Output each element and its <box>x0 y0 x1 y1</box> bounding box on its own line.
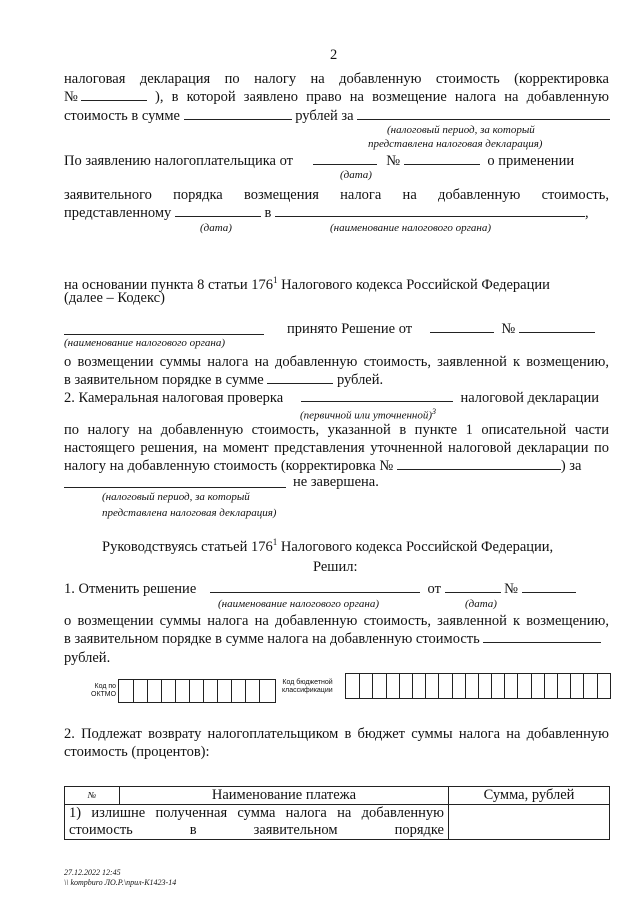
col-number-header: № <box>65 787 120 805</box>
code-cell[interactable] <box>189 680 203 702</box>
code-cell[interactable] <box>517 674 530 698</box>
p1-line3 <box>64 107 610 125</box>
tax-authority-field[interactable] <box>275 204 585 217</box>
decision-label: принято Решение от <box>287 321 413 337</box>
code-cell[interactable] <box>147 680 161 702</box>
p4-line3 <box>64 371 383 389</box>
application-label: По заявлению налогоплательщика от <box>64 153 294 169</box>
code-cell[interactable] <box>478 674 491 698</box>
submitted-label: представленному <box>64 205 172 221</box>
legal-basis: на основании пункта 8 статьи 176 <box>64 276 274 293</box>
caption-period-3: (налоговый период, за который <box>102 491 250 503</box>
p8-line2: стоимость (процентов): <box>64 744 210 760</box>
audit-period-line[interactable] <box>64 487 286 488</box>
code-cell[interactable] <box>119 680 133 702</box>
application-number-field[interactable] <box>404 152 480 165</box>
code-cell[interactable] <box>399 674 412 698</box>
page-number: 2 <box>330 47 338 63</box>
code-cell[interactable] <box>386 674 399 698</box>
cancel-sum-field[interactable] <box>483 630 601 643</box>
p1-line1: налоговая декларация по налогу на добавленную стоимость (корректировка <box>64 71 609 87</box>
code-cell[interactable] <box>491 674 504 698</box>
oktmo-label-1: Код по <box>94 683 117 690</box>
p7-line4: рублей. <box>64 650 111 666</box>
desk-audit-label: 2. Камеральная налоговая проверка <box>64 390 284 406</box>
cancel-tax-authority-field[interactable] <box>210 580 420 593</box>
p5-line5: не завершена. <box>293 474 379 490</box>
p3-line2: (далее – Кодекс) <box>64 290 165 306</box>
tax-code-2: Налогового кодекса Российской Федерации, <box>277 538 554 555</box>
code-cell[interactable] <box>531 674 544 698</box>
payments-table <box>64 786 610 840</box>
kbk-label-2: классификации <box>282 687 333 694</box>
caption-date-3: (дата) <box>465 598 497 610</box>
code-cell[interactable] <box>133 680 147 702</box>
code-cell[interactable] <box>359 674 372 698</box>
period-field[interactable] <box>357 107 610 120</box>
about-application-label: о применении <box>487 153 575 169</box>
p2-line3 <box>64 204 589 222</box>
guided-by-line <box>102 533 553 556</box>
sum-label-3: в заявительном порядке в сумме налога на добавленную стоимость <box>64 631 480 647</box>
from-label: от <box>427 581 441 597</box>
sum-label-2: в заявительном порядке в сумме <box>64 372 264 388</box>
footer <box>64 868 176 888</box>
caption-tax-authority: (наименование налогового органа) <box>330 222 492 234</box>
cancel-number-field[interactable] <box>522 580 576 593</box>
article-sup: 1 <box>273 275 278 285</box>
oktmo-boxes[interactable] <box>118 679 276 703</box>
caption-period-1: (налоговый период, за который <box>387 124 535 136</box>
p4-line1 <box>287 320 595 338</box>
p2-line2: заявительного порядка возмещения налога на добавленную стоимость, <box>64 187 609 203</box>
p7-line2: о возмещении суммы налога на добавленную стоимость, заявленной к возмещению, <box>64 613 609 629</box>
caption-period-4: представлена налоговая декларация) <box>102 507 277 519</box>
code-cell[interactable] <box>557 674 570 698</box>
caption-date: (дата) <box>340 169 372 181</box>
number-sign: № <box>504 581 519 597</box>
rubles-label: рублей. <box>336 372 384 388</box>
declaration-label: налоговой декларации <box>460 390 599 406</box>
caption-declaration-type <box>300 405 436 423</box>
correction-number-field-2[interactable] <box>397 457 561 470</box>
cancel-date-field[interactable] <box>445 580 501 593</box>
refund-sum-field[interactable] <box>267 371 333 384</box>
code-cell[interactable] <box>245 680 259 702</box>
code-cell[interactable] <box>259 680 273 702</box>
code-cell[interactable] <box>412 674 425 698</box>
code-cell[interactable] <box>452 674 465 698</box>
sum-label: стоимость в сумме <box>64 108 180 124</box>
sum-field[interactable] <box>184 107 292 120</box>
number-sign: № <box>64 89 78 105</box>
guided-by: Руководствуясь статьей 176 <box>102 538 273 555</box>
table-header-row <box>65 787 610 805</box>
number-sign: № <box>386 153 401 169</box>
row1-name-line1: 1) излишне полученная сумма налога на добавленную <box>69 805 444 821</box>
col-sum-header: Сумма, рублей <box>449 787 610 805</box>
caption-tax-authority-3: (наименование налогового органа) <box>218 598 380 610</box>
cancel-decision-label: 1. Отменить решение <box>64 581 197 597</box>
p5-line2: по налогу на добавленную стоимость, указанной в пункте 1 описательной части <box>64 422 609 438</box>
caption-tax-authority-2: (наименование налогового органа) <box>64 337 226 349</box>
col-name-header: Наименование платежа <box>120 787 449 805</box>
row1-sum-cell[interactable] <box>449 805 610 840</box>
footer-path: \\ kompburo ЛО.Р.\прил-К1423-14 <box>64 878 177 887</box>
code-cell[interactable] <box>504 674 517 698</box>
number-sign: № <box>501 321 516 337</box>
code-cell[interactable] <box>372 674 385 698</box>
correction-label: налогу на добавленную стоимость (корректировка № <box>64 458 394 474</box>
kbk-label-1: Код бюджетной <box>282 679 333 686</box>
caption-date-2: (дата) <box>200 222 232 234</box>
code-cell[interactable] <box>231 680 245 702</box>
code-cell[interactable] <box>583 674 596 698</box>
row1-name-line2: стоимость в заявительном порядке <box>69 822 444 838</box>
code-cell[interactable] <box>570 674 583 698</box>
correction-number-field[interactable] <box>81 88 147 101</box>
footer-timestamp: 27.12.2022 12:45 <box>64 868 121 877</box>
in-label: в <box>264 205 272 221</box>
caption-declaration-type-text: (первичной или уточненной) <box>300 409 433 422</box>
tax-authority-line[interactable] <box>64 334 264 335</box>
code-cell[interactable] <box>346 674 359 698</box>
p7-line3 <box>64 630 601 648</box>
p5-line3: настоящего решения, на момент представления уточненной налоговой декларации по <box>64 440 609 456</box>
declaration-type-field[interactable] <box>301 389 453 402</box>
footnote-sup: 3 <box>432 407 437 416</box>
oktmo-label <box>91 683 116 699</box>
decision-number-field[interactable] <box>519 320 595 333</box>
article-sup-2: 1 <box>272 537 278 547</box>
code-cell[interactable] <box>175 680 189 702</box>
kbk-boxes[interactable] <box>345 673 611 699</box>
p2-line1 <box>64 152 574 170</box>
code-cell[interactable] <box>438 674 451 698</box>
submitted-date-field[interactable] <box>175 204 261 217</box>
oktmo-label-2: ОКТМО <box>91 691 117 698</box>
application-date-field[interactable] <box>313 152 377 165</box>
code-cell[interactable] <box>544 674 557 698</box>
code-cell[interactable] <box>161 680 175 702</box>
p1-line2 <box>64 88 147 106</box>
table-row <box>65 805 610 840</box>
row1-name <box>65 805 449 840</box>
code-cell[interactable] <box>425 674 438 698</box>
tax-code: Налогового кодекса Российской Федерации <box>277 276 550 293</box>
comma: , <box>585 205 589 221</box>
resolved-heading: Решил: <box>313 559 358 575</box>
p1-line2-rest: ), в которой заявлено право на возмещение налога на добавленную <box>155 89 609 105</box>
code-cell[interactable] <box>465 674 478 698</box>
p7-line1 <box>64 580 576 598</box>
rubles-for-label: рублей за <box>295 108 354 124</box>
code-cell[interactable] <box>217 680 231 702</box>
code-cell[interactable] <box>597 674 610 698</box>
for-label: ) за <box>560 458 582 474</box>
code-cell[interactable] <box>203 680 217 702</box>
decision-date-field[interactable] <box>430 320 494 333</box>
p4-line2: о возмещении суммы налога на добавленную стоимость, заявленной к возмещению, <box>64 354 609 370</box>
caption-period-2: представлена налоговая декларация) <box>368 138 543 150</box>
p8-line1: 2. Подлежат возврату налогоплательщиком в бюджет суммы налога на добавленную <box>64 726 609 742</box>
kbk-label <box>282 679 333 695</box>
